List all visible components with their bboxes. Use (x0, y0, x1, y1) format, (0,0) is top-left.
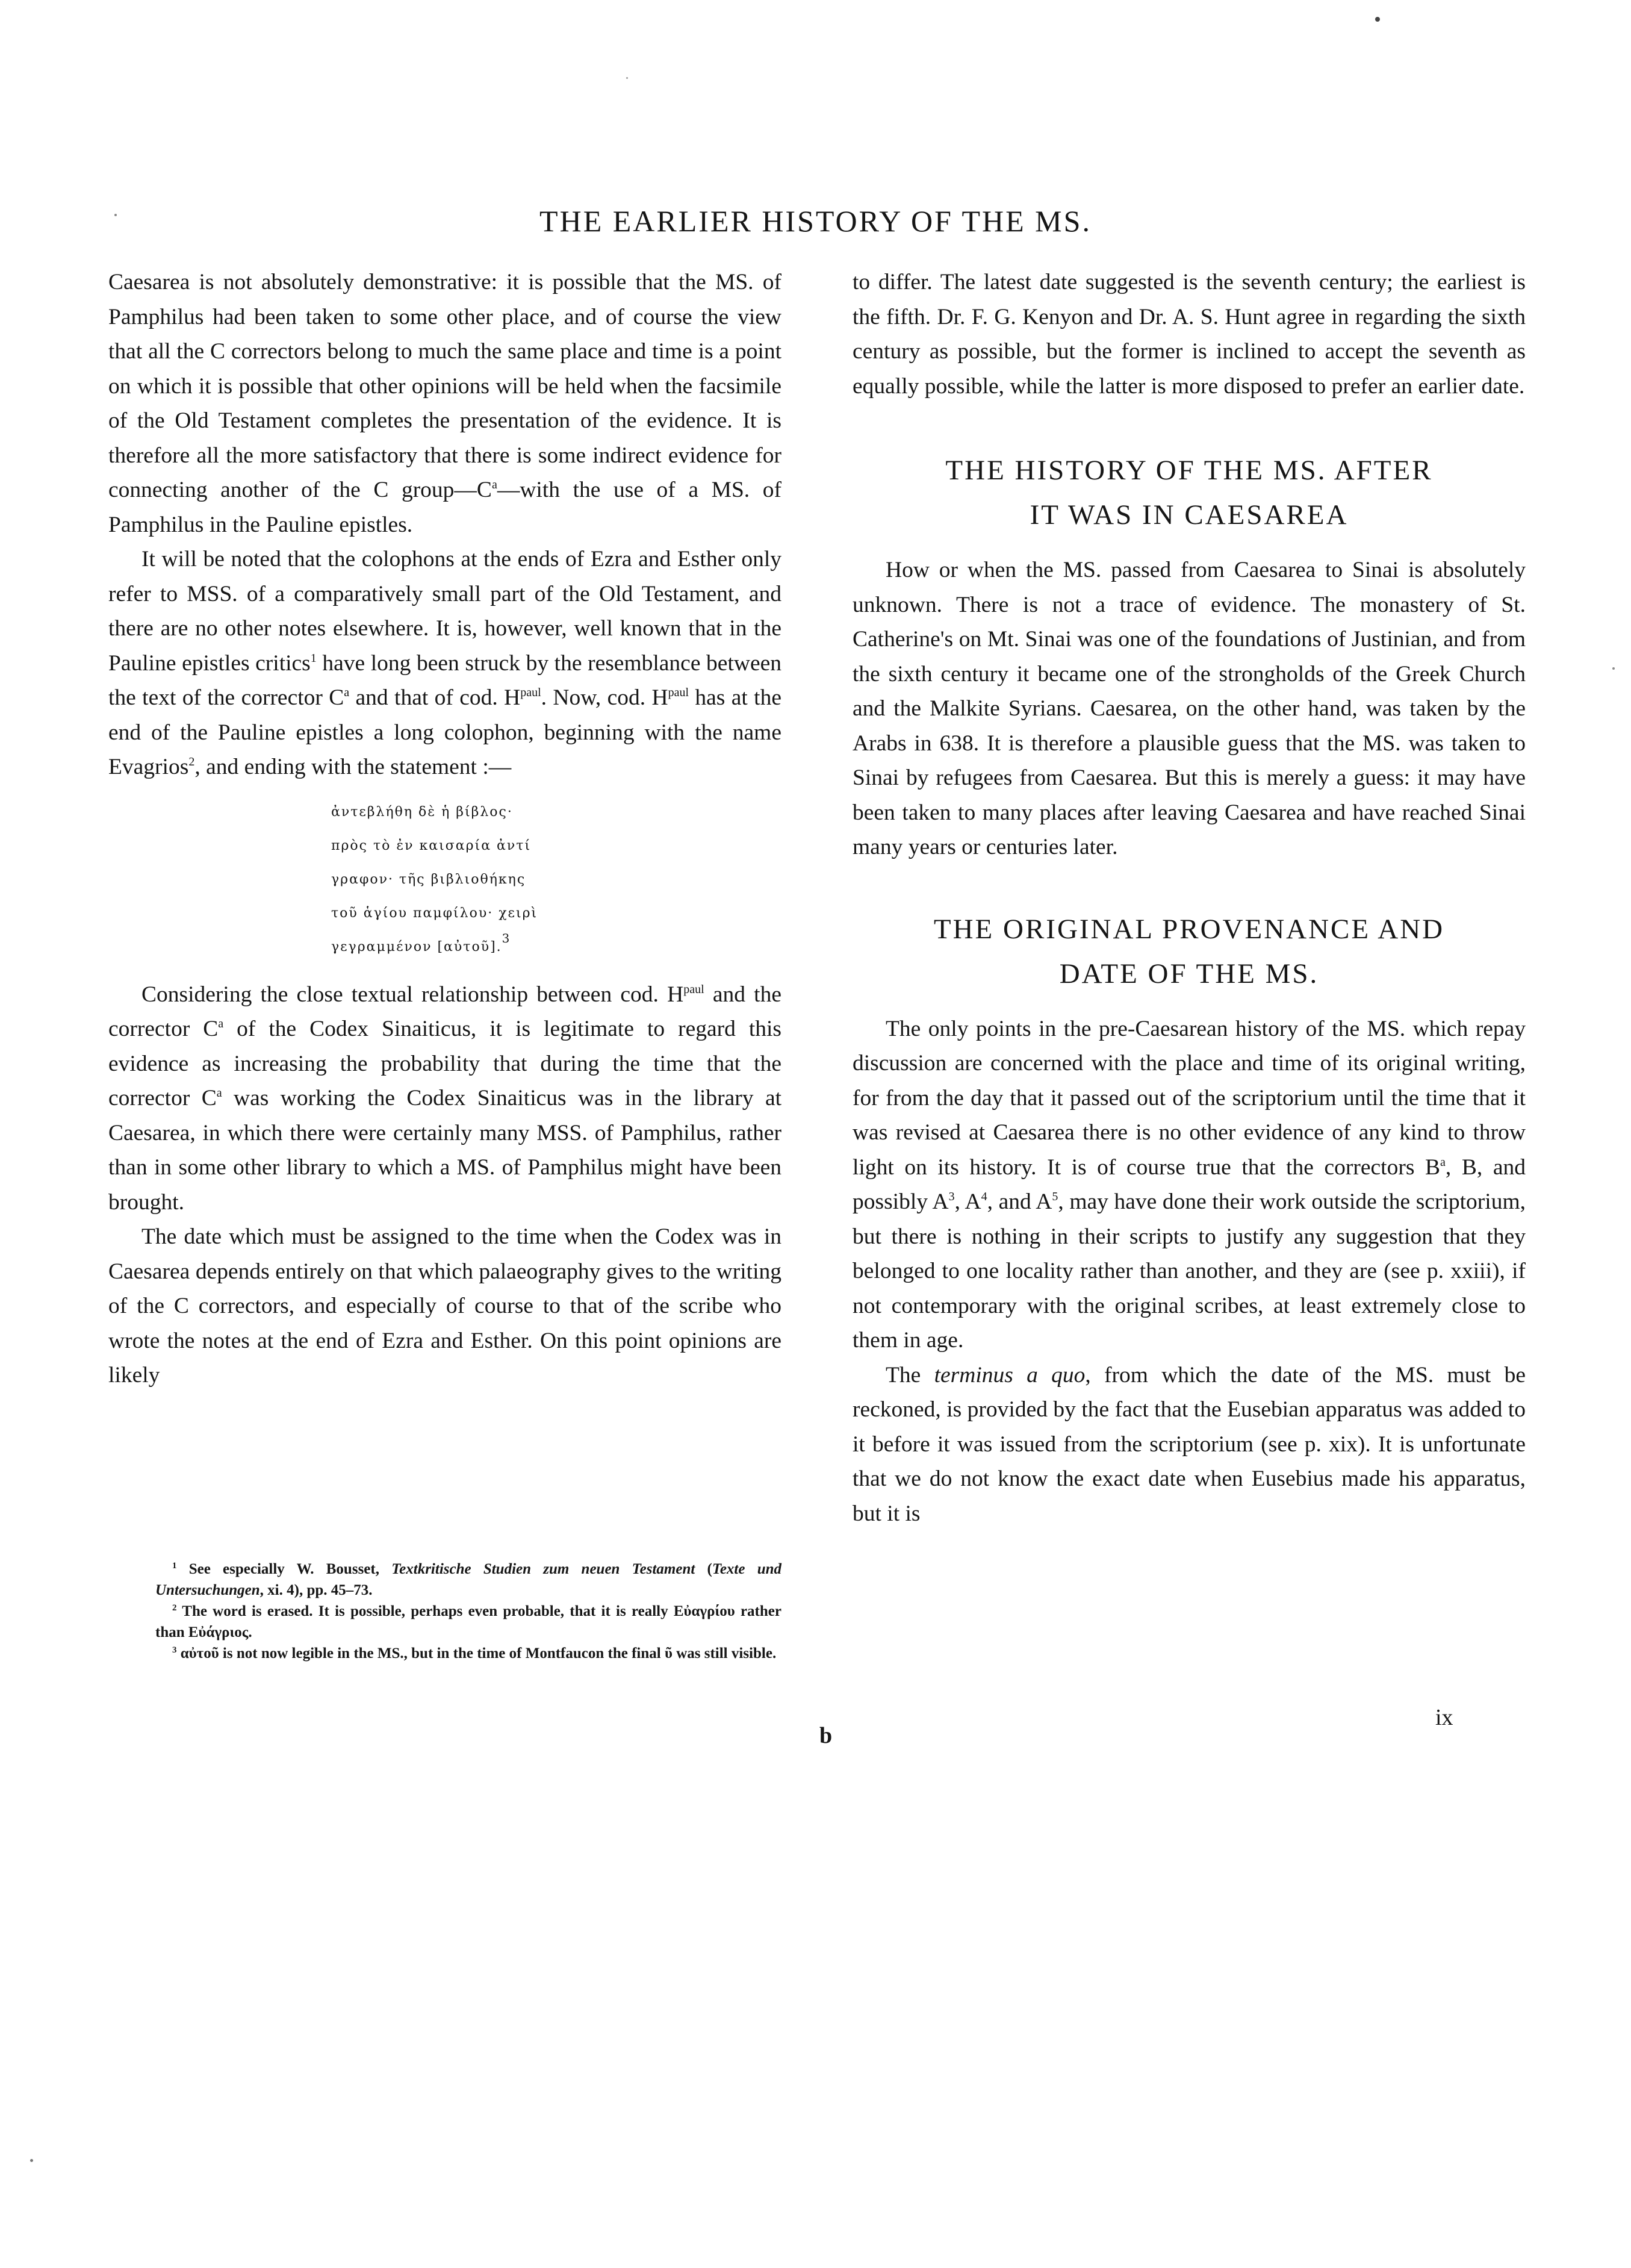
footnote: $^2$ The word is erased. It is possible, perhaps even probable, that it is really Εὐαγρίου rather than Εὐάγριος. (155, 1603, 781, 1640)
paragraph: Caesarea is not absolutely demonstrative: it is possible that the MS. of Pamphilus had been taken to some other place, and of course the view that all the C correctors belong to much the same place and time is a point on which it is possible that other opinions will be held when the facsimile of the Old Testament completes the presentation of the evidence. It is therefore all the more satisfactory that there is some indirect evidence for connecting another of the C $group—C^a—with$ the use of a MS. of Pamphilus in the Pauline epistles. (108, 270, 782, 537)
footnote: $^3$ αὐτοῦ is not now legible in the MS., but in the time of Montfaucon the final ῦ was still visible. (172, 1645, 777, 1662)
footnote-ref: 3 (502, 930, 511, 946)
footnote-ref: 2 (188, 755, 195, 768)
footnote-ref: 1 (310, 651, 317, 665)
paragraph: Considering the close textual relationship between cod. $H^{paul}$ and the corrector $C^a$ of the Codex Sinaiticus, it is legitimate to regard this evidence as increasing the probability that during the time that the corrector $C^a$ was working the Codex Sinaiticus was in the library at Caesarea, in which there were certainly many MSS. of Pamphilus, rather than in some other library to which a MS. of Pamphilus might have been brought. (108, 982, 782, 1215)
footnotes (155, 1559, 781, 1664)
right-column (853, 265, 1526, 1531)
ink-speck (30, 2159, 33, 2162)
greek-line: πρὸς τὸ ἐν καισαρία ἀντί (331, 838, 532, 853)
section-heading: THE ORIGINAL PROVENANCE AND DATE OF THE MS. (933, 913, 1445, 989)
paragraph: The date which must be assigned to the time when the Codex was in Caesarea depends entirely on that which palaeography gives to the writing of the C correctors, and especially of course to that of the scribe who wrote the notes at the end of Ezra and Esther. On this point opinions are likely (108, 1224, 781, 1388)
ink-speck (114, 214, 117, 216)
paragraph: The terminus a quo, from which the date of the MS. must be reckoned, is provided by the fact that the Eusebian apparatus was added to it before it was issued from the scriptorium (see p. xix). It is unfortunate that we do not know the exact date when Eusebius made his apparatus, but it is (853, 1362, 1526, 1526)
greek-line: γραφον· τῆς βιβλιοθήκης (331, 871, 526, 887)
ink-speck (626, 77, 628, 79)
greek-line: τοῦ ἁγίου παμφίλου· χειρὶ (331, 905, 538, 921)
left-column (108, 265, 781, 1393)
paragraph: It will be noted that the colophons at the ends of Ezra and Esther only refer to MSS. of a comparatively small part of the Old Testament, and there are no other notes elsewhere. It is, however, well known that in the Pauline epistles critics$^1$ have long been struck by the resemblance between the text of the corrector $C^a$ and that of cod. $H^{paul}$. Now, cod. $H^{paul}$ has at the end of the Pauline epistles a long colophon, beginning with the name Evagrios$^2$, and ending with the statement :— (108, 547, 781, 779)
ink-speck (1612, 667, 1615, 670)
paragraph: How or when the MS. passed from Caesarea to Sinai is absolutely unknown. There is not a trace of evidence. The monastery of St. Catherine's on Mt. Sinai was one of the foundations of Justinian, and from the sixth century it became one of the strongholds of the Greek Church and the Malkite Syrians. Caesarea, on the other hand, was taken by the Arabs in 638. It is therefore a plausible guess that the MS. was taken to Sinai by refugees from Caesarea. But this is merely a guess: it may have been taken to many places after leaving Caesarea and have reached Sinai many years or centuries later. (853, 558, 1526, 859)
page-number: ix (1435, 1705, 1453, 1730)
paragraph: The only points in the pre-Caesarean history of the MS. which repay discussion are concerned with the place and time of its original writing, for from the day that it passed out of the scriptorium until the time that it was revised at Caesarea there is no other evidence of any kind to throw light on its history. It is of course true that the correctors $B^a$, B, and possibly $A^3$, $A^4$, and $A^5$, may have done their work outside the scriptorium, but there is nothing in their scripts to justify any suggestion that they belonged to one locality rather than another, and they are (see p. xxiii), if not contemporary with the original scribes, at least extremely close to them in age. (853, 1016, 1526, 1353)
greek-colophon (331, 796, 781, 964)
greek-line: ἀντεβλήθη δὲ ἡ βίβλος· (331, 804, 513, 820)
footnote: $^1$ See especially W. Bousset, Textkritische Studien zum neuen Testament (Texte und Untersuchungen, xi. 4), pp. 45–73. (155, 1561, 782, 1598)
greek-line: γεγραμμένον [αὐτοῦ].$^3$ (331, 930, 511, 955)
ink-speck (1375, 17, 1380, 22)
section-heading: THE HISTORY OF THE MS. AFTER IT WAS IN CAESAREA (945, 455, 1433, 531)
signature-mark: b (819, 1723, 833, 1748)
paragraph: to differ. The latest date suggested is the seventh century; the earliest is the fifth. Dr. F. G. Kenyon and Dr. A. S. Hunt agree in regarding the sixth century as possible, but the former is inclined to accept the seventh as equally possible, while the latter is more disposed to prefer an earlier date. (853, 270, 1526, 399)
running-head: THE EARLIER HISTORY OF THE MS. (539, 204, 1092, 238)
